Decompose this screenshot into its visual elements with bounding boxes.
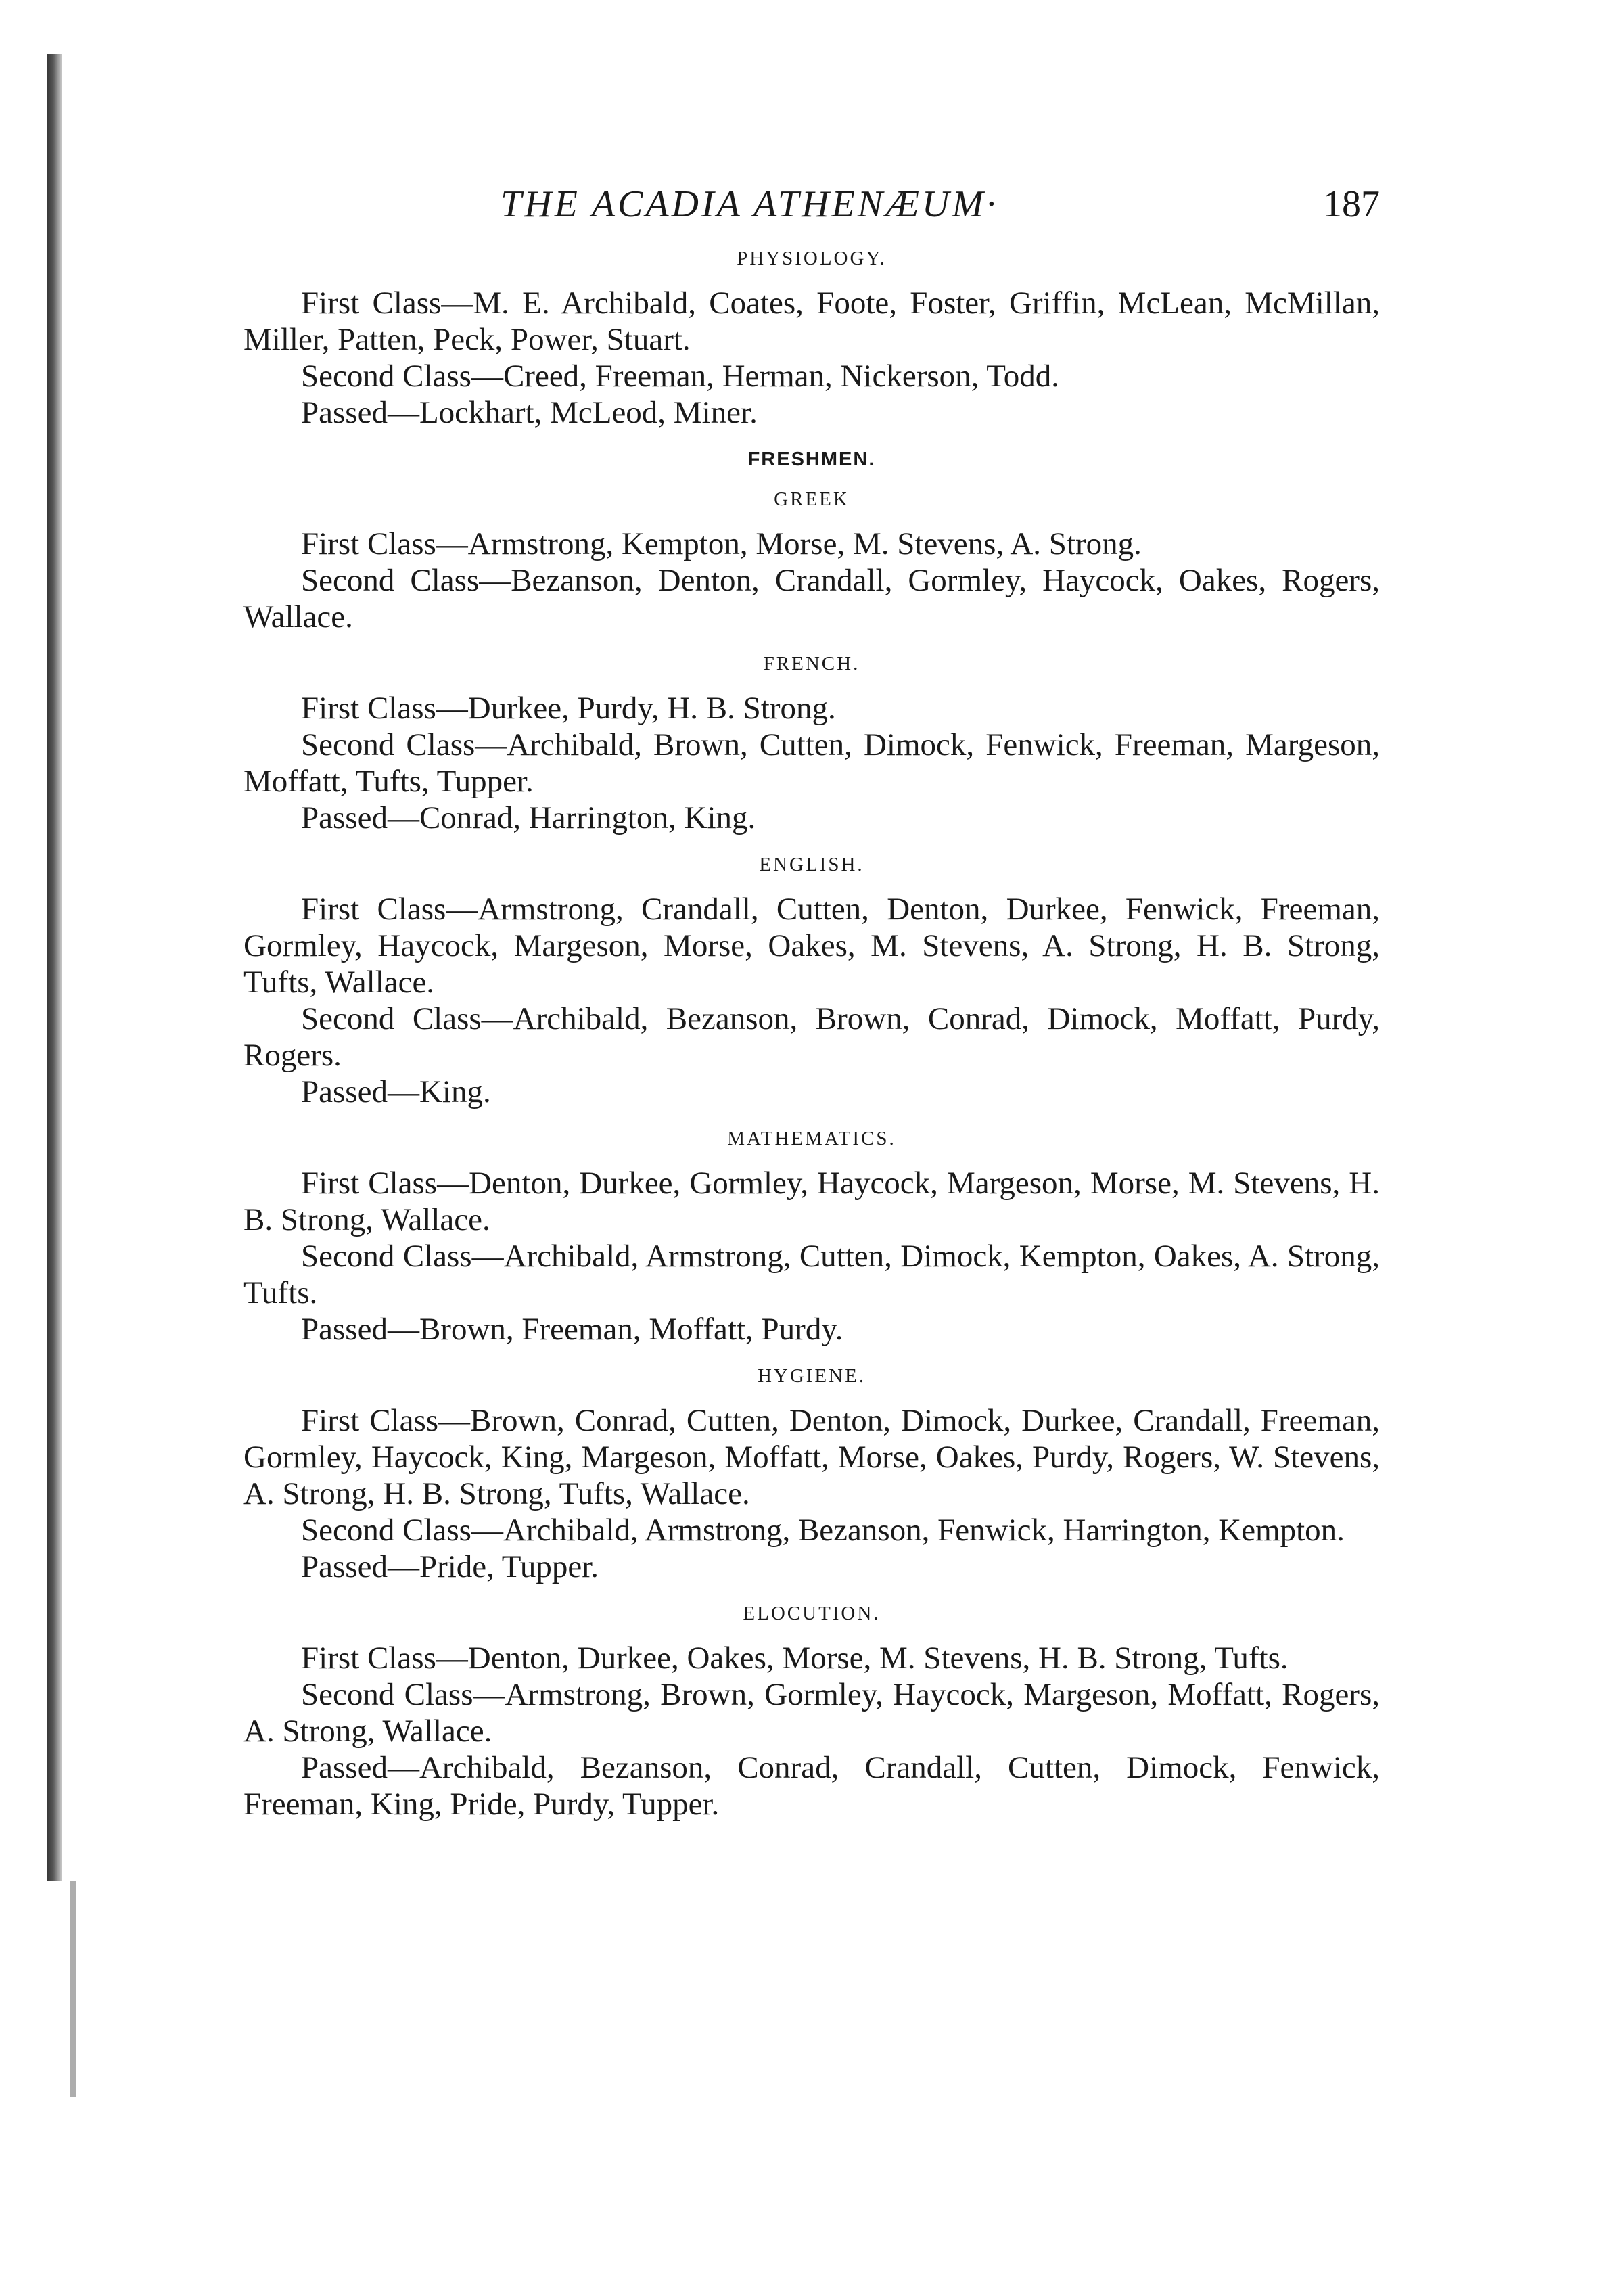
class-list-paragraph: Second Class—Bezanson, Denton, Crandall, Gormley, Haycock, Oakes, Rogers, Wallace. — [243, 563, 1380, 635]
subject-heading: FRENCH. — [763, 653, 860, 674]
subject-heading: ENGLISH. — [759, 854, 864, 875]
class-list-paragraph: First Class—M. E. Archibald, Coates, Foote, Foster, Griffin, McLean, McMillan, Miller, Patten, Peck, Power, Stuart. — [243, 285, 1380, 357]
class-list-paragraph: First Class—Brown, Conrad, Cutten, Denton, Dimock, Durkee, Crandall, Freeman, Gormley, Haycock, King, Margeson, Moffatt, Morse, Oakes, Purdy, Rogers, W. Stevens, A. Strong, H. B. Strong, Tufts, Wallace. — [243, 1403, 1380, 1511]
class-list-paragraph: Passed—Conrad, Harrington, King. — [301, 800, 756, 835]
section-heading: FRESHMEN. — [747, 449, 876, 470]
class-list-paragraph: Second Class—Archibald, Armstrong, Cutten, Dimock, Kempton, Oakes, A. Strong, Tufts. — [243, 1239, 1380, 1310]
class-list-paragraph: First Class—Durkee, Purdy, H. B. Strong. — [301, 691, 836, 726]
class-list-paragraph: First Class—Denton, Durkee, Gormley, Haycock, Margeson, Morse, M. Stevens, H. B. Strong, Wallace. — [243, 1166, 1380, 1237]
subject-heading: HYGIENE. — [757, 1365, 866, 1387]
running-title: THE ACADIA ATHENÆUM· — [501, 183, 998, 225]
subject-heading: PHYSIOLOGY. — [737, 248, 887, 269]
subject-heading: ELOCUTION. — [743, 1603, 881, 1624]
class-list-paragraph: First Class—Armstrong, Kempton, Morse, M. Stevens, A. Strong. — [301, 526, 1142, 561]
subject-heading: MATHEMATICS. — [727, 1128, 896, 1149]
class-list-paragraph: Passed—Pride, Tupper. — [301, 1549, 599, 1584]
page-body — [243, 248, 1380, 1822]
running-head — [243, 169, 1380, 230]
class-list-paragraph: Passed—Archibald, Bezanson, Conrad, Crandall, Cutten, Dimock, Fenwick, Freeman, King, Pride, Purdy, Tupper. — [243, 1750, 1380, 1822]
class-list-paragraph: Second Class—Archibald, Bezanson, Brown, Conrad, Dimock, Moffatt, Purdy, Rogers. — [243, 1001, 1380, 1073]
class-list-paragraph: Second Class—Armstrong, Brown, Gormley, Haycock, Margeson, Moffatt, Rogers, A. Strong, Wallace. — [243, 1677, 1380, 1749]
book-page — [243, 169, 1380, 1822]
class-list-paragraph: Second Class—Archibald, Armstrong, Bezanson, Fenwick, Harrington, Kempton. — [301, 1513, 1345, 1548]
class-list-paragraph: Passed—King. — [301, 1074, 491, 1109]
subject-heading: GREEK — [774, 488, 850, 510]
scan-binding-edge — [47, 54, 62, 1881]
class-list-paragraph: Second Class—Creed, Freeman, Herman, Nickerson, Todd. — [301, 359, 1059, 394]
scan-binding-edge-lower — [70, 1881, 76, 2097]
class-list-paragraph: Passed—Brown, Freeman, Moffatt, Purdy. — [301, 1312, 843, 1347]
class-list-paragraph: Passed—Lockhart, McLeod, Miner. — [301, 395, 758, 430]
class-list-paragraph: First Class—Denton, Durkee, Oakes, Morse, M. Stevens, H. B. Strong, Tufts. — [301, 1640, 1289, 1676]
page-number: 187 — [1323, 183, 1380, 225]
class-list-paragraph: Second Class—Archibald, Brown, Cutten, Dimock, Fenwick, Freeman, Margeson, Moffatt, Tufts, Tupper. — [243, 727, 1380, 799]
class-list-paragraph: First Class—Armstrong, Crandall, Cutten, Denton, Durkee, Fenwick, Freeman, Gormley, Haycock, Margeson, Morse, Oakes, M. Stevens, A. Strong, H. B. Strong, Tufts, Wallace. — [243, 892, 1380, 1000]
